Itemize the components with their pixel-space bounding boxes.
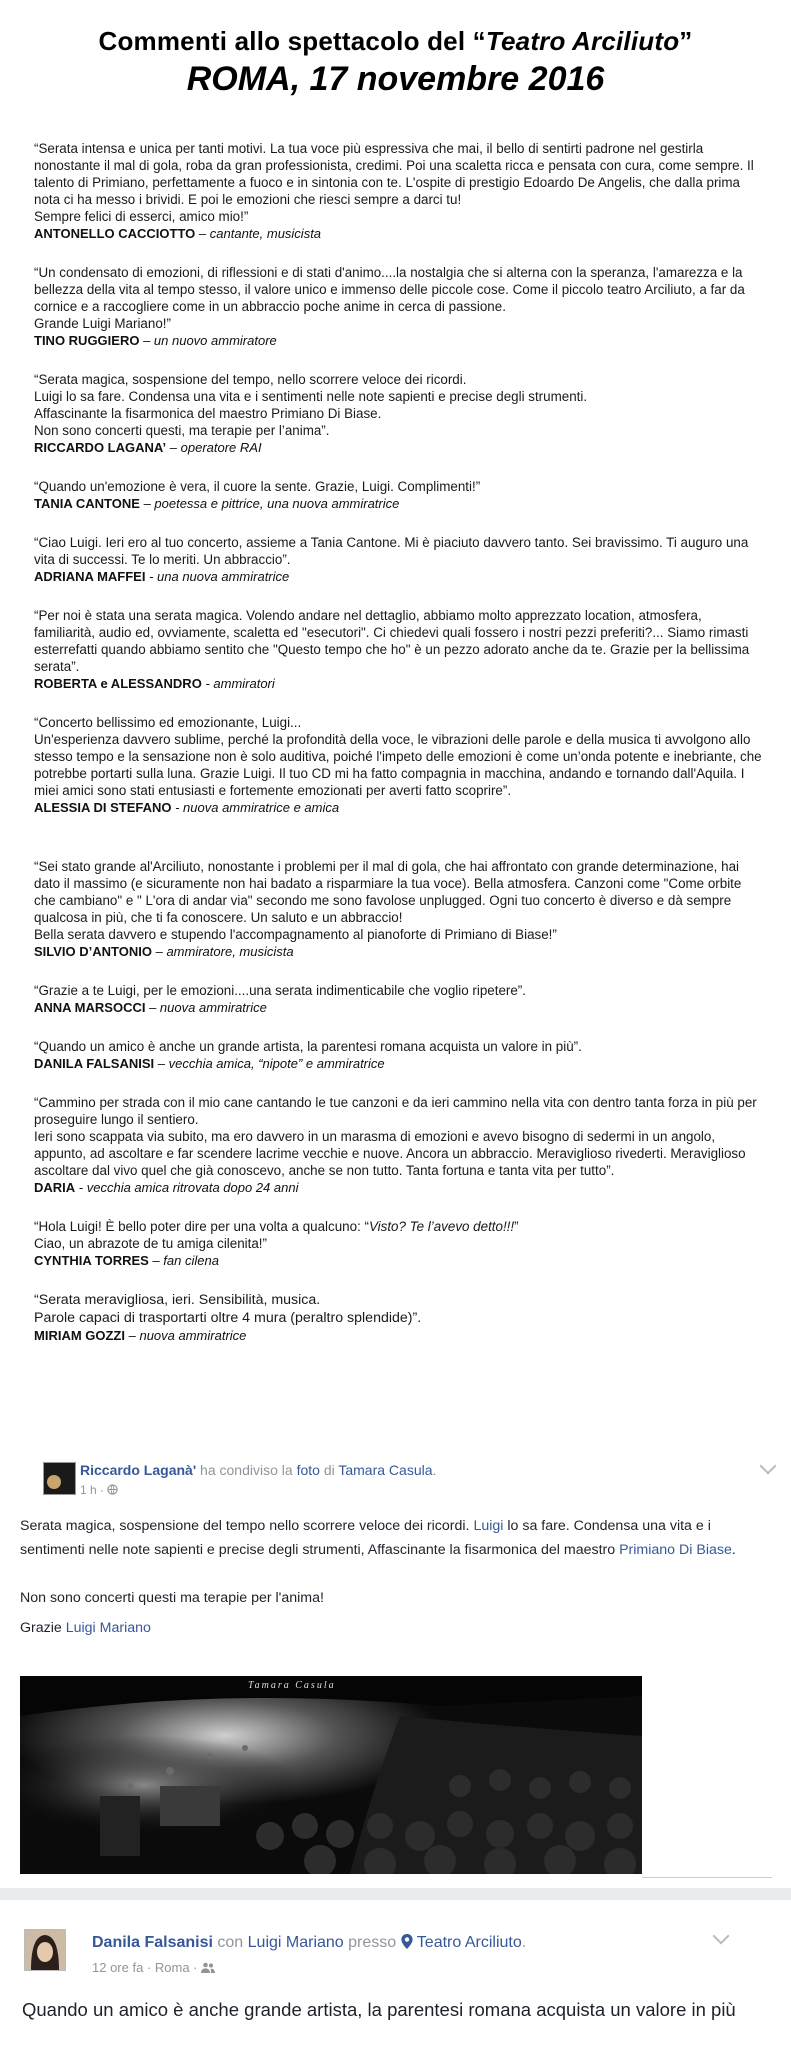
comment bbox=[34, 1218, 762, 1269]
comment-author: SILVIO D’ANTONIO – ammiratore, musicista bbox=[34, 944, 294, 959]
tagged-user-link[interactable]: Luigi Mariano bbox=[247, 1934, 344, 1951]
comment-text: “Serata intensa e unica per tanti motivi. La tua voce più espressiva che mai, il bello di sentirti padrone nel gestirla nonostante il mal di gola, roba da gran professionista, credimi. Poi una scaletta ricca e pensata con cura, come sempre. Il talento di Primiano, perfettamente a fuoco e in sintonia con te. L'ospite di prestigio Edoardo De Angelis, che dalla prima nota ci ha messo i brividi. E poi le emozioni che riesci sempre a darci tu! Sempre felici di esserci, amico mio!” bbox=[34, 141, 754, 224]
comment bbox=[34, 1291, 762, 1344]
comment-text: “Quando un amico è anche un grande artista, la parentesi romana acquista un valore in più”. bbox=[34, 1039, 582, 1054]
comment-author: ROBERTA e ALESSANDRO - ammiratori bbox=[34, 676, 275, 691]
post-text: Non sono concerti questi ma terapie per l'anima! bbox=[20, 1590, 324, 1606]
post-text: Serata magica, sospensione del tempo nello scorrere veloce dei ricordi. Luigi lo sa fare. Condensa una vita e i sentimenti nelle note sapienti e precise degli strumenti, Affascinante la fisarmonica del maestro Primiano Di Biase. bbox=[20, 1518, 736, 1558]
post-text: Quando un amico è anche grande artista, la parentesi romana acquista un valore in più bbox=[22, 1999, 736, 2020]
comment bbox=[34, 264, 762, 349]
comment bbox=[34, 714, 762, 816]
friends-icon bbox=[201, 1962, 215, 1973]
place-link[interactable]: Teatro Arciliuto bbox=[416, 1934, 522, 1951]
comment-text: “Per noi è stata una serata magica. Volendo andare nel dettaglio, abbiamo molto apprezzato location, atmosfera, familiarità, audio ed, ovviamente, scaletta ed "esecutori". Ci chiedevi quali fossero i nostri pezzi preferiti?... Siamo rimasti esterrefatti quando abbiamo sentito che "Questo tempo che ho" è un pezzo adorato anche da te. Grazie per la bellissima serata”. bbox=[34, 608, 750, 674]
globe-icon bbox=[107, 1484, 118, 1495]
comment bbox=[34, 140, 762, 242]
facebook-post-shared-photo bbox=[0, 1452, 791, 1877]
avatar[interactable] bbox=[24, 1929, 66, 1971]
comments-list bbox=[34, 140, 762, 1366]
photo-link[interactable]: foto bbox=[296, 1462, 320, 1478]
title-venue: Teatro Arciliuto bbox=[485, 26, 680, 56]
avatar-image bbox=[25, 1930, 65, 1970]
comment-author: DANILA FALSANISI – vecchia amica, “nipote” e ammiratrice bbox=[34, 1056, 385, 1071]
comment-text: “Concerto bellissimo ed emozionante, Luigi... Un'esperienza davvero sublime, perché la profondità della voce, le vibrazioni delle parole e della musica ti avvolgono allo stesso tempo e la sensazione non è solo auditiva, poiché l'impeto delle emozioni è come un’onda potente e inebriante, che potrebbe portarti sulla luna. Grazie Luigi. Il tuo CD mi ha fatto compagnia in macchina, andando e tornando dall'Aquila. I miei amici sono stati entusiasti e fortemente emozionati per averti fatto scoprire”. bbox=[34, 715, 762, 798]
concert-photo[interactable] bbox=[20, 1676, 642, 1874]
comment bbox=[34, 607, 762, 692]
page-title bbox=[0, 26, 791, 57]
comment bbox=[34, 1038, 762, 1072]
mention-link[interactable]: Luigi Mariano bbox=[65, 1620, 151, 1636]
comment-author: ADRIANA MAFFEI - una nuova ammiratrice bbox=[34, 569, 290, 584]
comment bbox=[34, 478, 762, 512]
concert-photo-image bbox=[20, 1676, 642, 1874]
comment-text: “Un condensato di emozioni, di riflessioni e di stati d'animo....la nostalgia che si alterna con la speranza, l'amarezza e la bellezza della vita al tempo stesso, il valore unico e immenso delle piccole cose. Come il piccolo teatro Arciliuto, a far da cornice e a raccogliere come in un abbraccio poche anime in cerca di passione. Grande Luigi Mariano!” bbox=[34, 265, 745, 331]
comment-author: MIRIAM GOZZI – nuova ammiratrice bbox=[34, 1328, 247, 1343]
comment-text: “Serata meravigliosa, ieri. Sensibilità, musica. Parole capaci di trasportarti oltre 4 mura (peraltro splendide)”. bbox=[34, 1292, 422, 1326]
comment-author: ANNA MARSOCCI – nuova ammiratrice bbox=[34, 1000, 267, 1015]
comment-text: “Sei stato grande al'Arciliuto, nonostante i problemi per il mal di gola, che hai affrontato con grande determinazione, hai dato il massimo (e sicuramente non hai badato a risparmiare la tua voce). Bella atmosfera. Canzoni come "Come orbite che cambiano" e " L'ora di andar via" secondo me sono favolose unplugged. Ogni tuo concerto è diverso e dà sempre qualcosa in più, che ti fa conoscere. Un saluto e un abbraccio! Bella serata davvero e stupendo l'accompagnamento al pianoforte di Primiano di Biase!” bbox=[34, 859, 742, 942]
page-subtitle: ROMA, 17 novembre 2016 bbox=[186, 60, 605, 98]
title-prefix: Commenti allo spettacolo del “ bbox=[98, 26, 486, 56]
comment-author: TINO RUGGIERO – un nuovo ammiratore bbox=[34, 333, 277, 348]
avatar[interactable] bbox=[43, 1462, 76, 1495]
photo-owner-link[interactable]: Tamara Casula bbox=[338, 1462, 433, 1478]
post-header: Riccardo Laganà' ha condiviso la foto di Tamara Casula. bbox=[80, 1462, 437, 1478]
post-author-link[interactable]: Riccardo Laganà' bbox=[80, 1462, 197, 1478]
comment bbox=[34, 1094, 762, 1196]
photo-watermark: Tamara Casula bbox=[248, 1680, 336, 1691]
comment-author: ALESSIA DI STEFANO - nuova ammiratrice e amica bbox=[34, 800, 340, 815]
mention-link[interactable]: Primiano Di Biase bbox=[619, 1542, 732, 1558]
comment-text: “Serata magica, sospensione del tempo, nello scorrere veloce dei ricordi. Luigi lo sa fare. Condensa una vita e i sentimenti nelle note sapienti e precise degli strumenti. Affascinante la fisarmonica del maestro Primiano Di Biase. Non sono concerti questi, ma terapie per l’anima”. bbox=[34, 372, 588, 438]
location-pin-icon bbox=[401, 1934, 413, 1949]
comment bbox=[34, 534, 762, 585]
comment-author: DARIA - vecchia amica ritrovata dopo 24 anni bbox=[34, 1180, 299, 1195]
post-timestamp[interactable]: 12 ore fa · Roma · bbox=[92, 1960, 215, 1975]
comment bbox=[34, 982, 762, 1016]
post-timestamp[interactable]: 1 h · bbox=[80, 1483, 118, 1497]
post-header: Danila Falsanisi con Luigi Mariano presso Teatro Arciliuto. bbox=[92, 1934, 527, 1951]
comment-text: “Cammino per strada con il mio cane cantando le tue canzoni e da ieri cammino nella vita con dentro tanta forza in più per proseguire lungo il sentiero. Ieri sono scappata via subito, ma ero davvero in un marasma di emozioni e avevo bisogno di sedermi in un angolo, appunto, ad ascoltare e far scendere lacrime vecchie e nuove. Ancora un abbraccio. Meraviglioso rivederti. Meraviglioso ascoltare dal vivo quel che già conoscevo, anche se non tutto. Tanta fortuna e tanta vita per tutto”. bbox=[34, 1095, 757, 1178]
comment-text: “Hola Luigi! È bello poter dire per una volta a qualcuno: “Visto? Te l’avevo detto!!!” Ciao, un abrazote de tu amiga cilenita!” bbox=[34, 1219, 519, 1251]
facebook-post-checkin bbox=[0, 1920, 791, 2068]
comment bbox=[34, 371, 762, 456]
feed-separator bbox=[0, 1888, 791, 1900]
comment-text: “Quando un'emozione è vera, il cuore la sente. Grazie, Luigi. Complimenti!” bbox=[34, 479, 481, 494]
divider bbox=[642, 1872, 772, 1878]
chevron-down-icon[interactable] bbox=[713, 1928, 730, 1945]
post-author-link[interactable]: Danila Falsanisi bbox=[92, 1934, 213, 1951]
title-suffix: ” bbox=[679, 26, 693, 56]
comment bbox=[34, 858, 762, 960]
comment-author: ANTONELLO CACCIOTTO – cantante, musicista bbox=[34, 226, 322, 241]
chevron-down-icon[interactable] bbox=[760, 1458, 777, 1475]
post-text: Grazie Luigi Mariano bbox=[20, 1620, 151, 1636]
comment-author: RICCARDO LAGANA’ – operatore RAI bbox=[34, 440, 262, 455]
comment-text: “Ciao Luigi. Ieri ero al tuo concerto, assieme a Tania Cantone. Mi è piaciuto davvero tanto. Sei bravissimo. Ti auguro una vita di successi. Te lo meriti. Un abbraccio”. bbox=[34, 535, 749, 567]
mention-link[interactable]: Luigi bbox=[473, 1518, 504, 1534]
comment-author: CYNTHIA TORRES – fan cilena bbox=[34, 1253, 219, 1268]
comment-text: “Grazie a te Luigi, per le emozioni....una serata indimenticabile che voglio ripetere”. bbox=[34, 983, 526, 998]
comment-author: TANIA CANTONE – poetessa e pittrice, una nuova ammiratrice bbox=[34, 496, 400, 511]
